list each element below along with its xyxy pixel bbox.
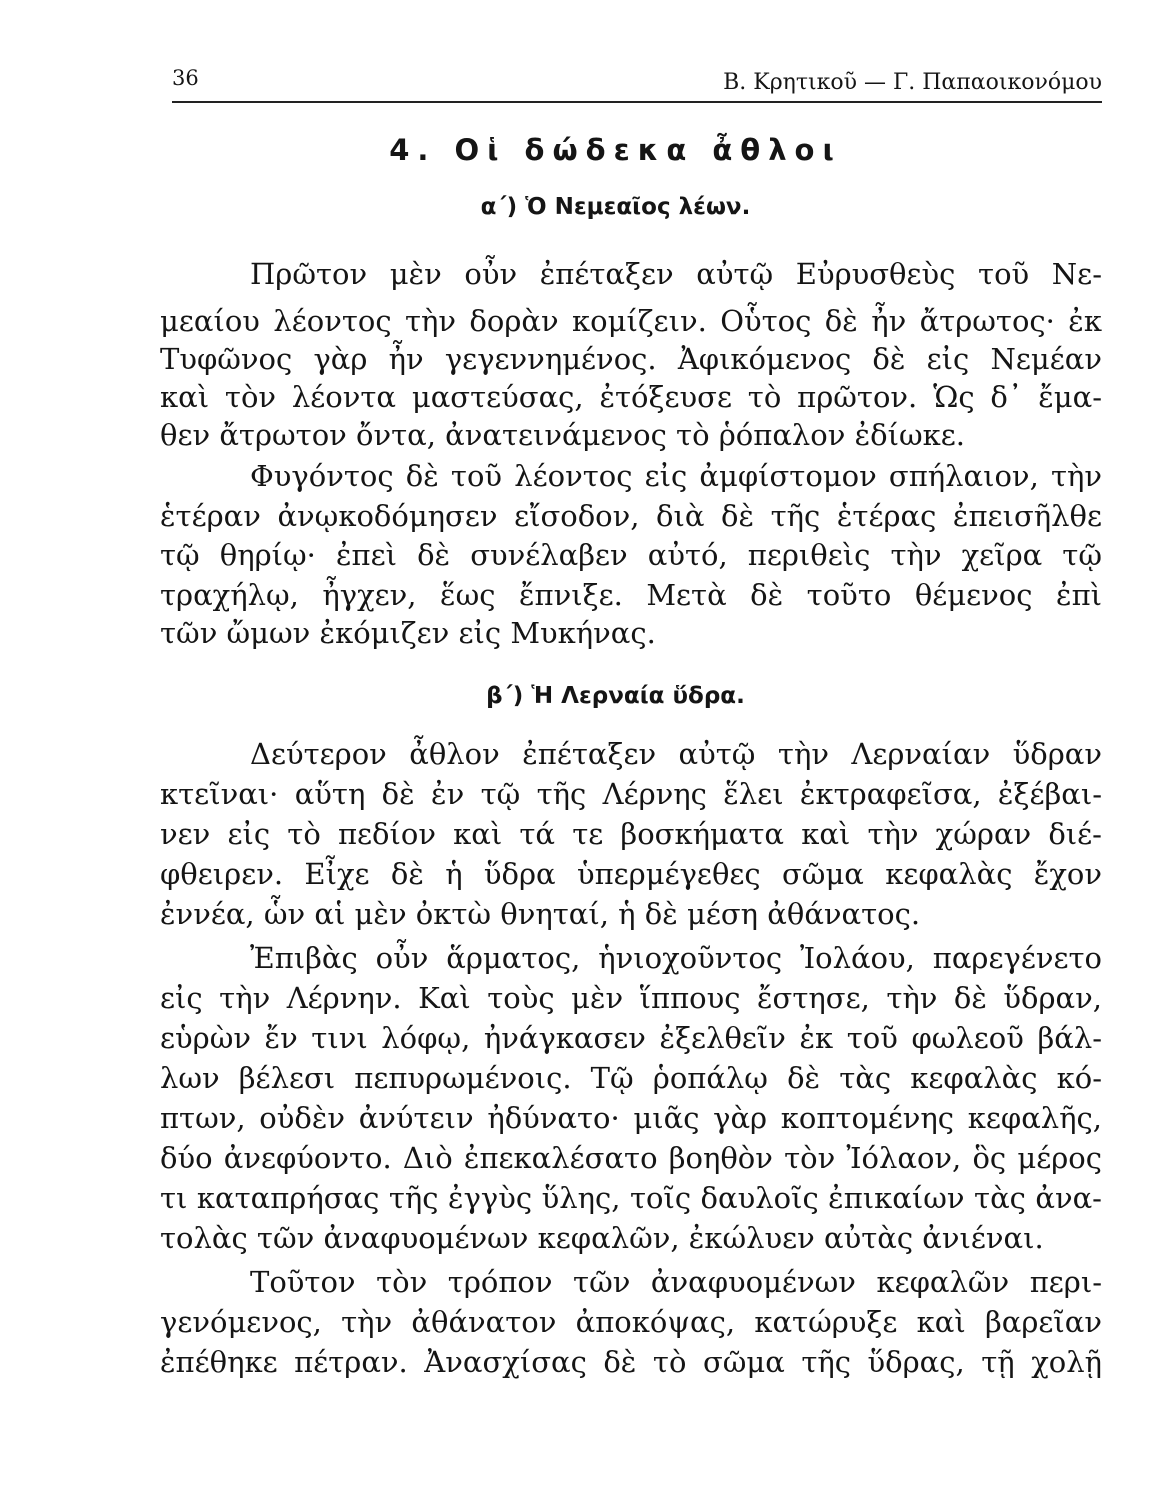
text-line: εὑρὼν ἔν τινι λόφῳ, ἠνάγκασεν ἐξελθεῖν ἐκ τοῦ φωλεοῦ βάλ- [160, 1021, 1102, 1055]
text-line: τι καταπρήσας τῆς ἐγγὺς ὕλης, τοῖς δαυλοῖς ἐπικαίων τὰς ἀνα- [160, 1181, 1102, 1215]
page-number: 36 [172, 66, 199, 90]
text-line: μεαίου λέοντος τὴν δορὰν κομίζειν. Οὗτος δὲ ἦν ἄτρωτος· ἐκ [160, 304, 1102, 338]
text-line: δύο ἀνεφύοντο. Διὸ ἐπεκαλέσατο βοηθὸν τὸν Ἰόλαον, ὃς μέρος [160, 1141, 1102, 1175]
text-line: καὶ τὸν λέοντα μαστεύσας, ἐτόξευσε τὸ πρῶτον. Ὡς δ᾽ ἔμα- [160, 380, 1102, 414]
text-line: γενόμενος, τὴν ἀθάνατον ἀποκόψας, κατώρυξε καὶ βαρεῖαν [160, 1305, 1102, 1339]
text-line: ἐπέθηκε πέτραν. Ἀνασχίσας δὲ τὸ σῶμα τῆς ὕδρας, τῇ χολῇ [160, 1345, 1102, 1379]
text-line: Πρῶτον μὲν οὖν ἐπέταξεν αὐτῷ Εὐρυσθεὺς τοῦ Νε- [250, 257, 1102, 291]
text-line: Τοῦτον τὸν τρόπον τῶν ἀναφυομένων κεφαλῶν περι- [250, 1265, 1102, 1299]
text-line: Δεύτερον ἆθλον ἐπέταξεν αὐτῷ τὴν Λερναίαν ὕδραν [250, 737, 1102, 771]
section-heading-nemean-lion: α΄) Ὁ Νεμεαῖος λέων. [480, 194, 751, 220]
section-heading-lernaean-hydra: β΄) Ἡ Λερναία ὕδρα. [486, 683, 745, 709]
header-rule [172, 101, 1102, 103]
text-line: ἐννέα, ὧν αἱ μὲν ὀκτὼ θνηταί, ἡ δὲ μέση ἀθάνατος. [160, 897, 921, 931]
text-line: κτεῖναι· αὕτη δὲ ἐν τῷ τῆς Λέρνης ἕλει ἐκτραφεῖσα, ἐξέβαι- [160, 777, 1102, 811]
text-line: Ἐπιβὰς οὖν ἅρματος, ἡνιοχοῦντος Ἰολάου, παρεγένετο [250, 941, 1102, 975]
running-head: Β. Κρητικοῦ — Γ. Παπαοικονόμου [723, 70, 1102, 95]
text-line: τῷ θηρίῳ· ἐπεὶ δὲ συνέλαβεν αὐτό, περιθεὶς τὴν χεῖρα τῷ [160, 538, 1102, 572]
text-line: νεν εἰς τὸ πεδίον καὶ τά τε βοσκήματα καὶ τὴν χώραν διέ- [160, 817, 1102, 851]
text-line: εἰς τὴν Λέρνην. Καὶ τοὺς μὲν ἵππους ἔστησε, τὴν δὲ ὕδραν, [160, 981, 1102, 1015]
chapter-title: 4. Οἱ δώδεκα ἆθλοι [389, 133, 842, 167]
text-line: Φυγόντος δὲ τοῦ λέοντος εἰς ἀμφίστομον σπήλαιον, τὴν [250, 459, 1102, 493]
text-line: λων βέλεσι πεπυρωμένοις. Τῷ ῥοπάλῳ δὲ τὰς κεφαλὰς κό- [160, 1061, 1102, 1095]
text-line: πτων, οὐδὲν ἀνύτειν ἠδύνατο· μιᾶς γὰρ κοπτομένης κεφαλῆς, [160, 1101, 1102, 1135]
text-line: φθειρεν. Εἶχε δὲ ἡ ὕδρα ὑπερμέγεθες σῶμα κεφαλὰς ἔχον [160, 857, 1102, 891]
text-line: τραχήλῳ, ἦγχεν, ἕως ἔπνιξε. Μετὰ δὲ τοῦτο θέμενος ἐπὶ [160, 578, 1102, 612]
text-line: ἑτέραν ἀνῳκοδόμησεν εἴσοδον, διὰ δὲ τῆς ἑτέρας ἐπεισῆλθε [160, 499, 1102, 533]
text-line: τῶν ὤμων ἐκόμιζεν εἰς Μυκήνας. [160, 616, 656, 650]
text-line: τολὰς τῶν ἀναφυομένων κεφαλῶν, ἐκώλυεν αὐτὰς ἀνιέναι. [160, 1221, 1044, 1255]
text-line: θεν ἄτρωτον ὄντα, ἀνατεινάμενος τὸ ῥόπαλον ἐδίωκε. [160, 418, 965, 452]
page-header [172, 66, 1102, 100]
text-line: Τυφῶνος γὰρ ἦν γεγεννημένος. Ἀφικόμενος δὲ εἰς Νεμέαν [160, 342, 1102, 376]
